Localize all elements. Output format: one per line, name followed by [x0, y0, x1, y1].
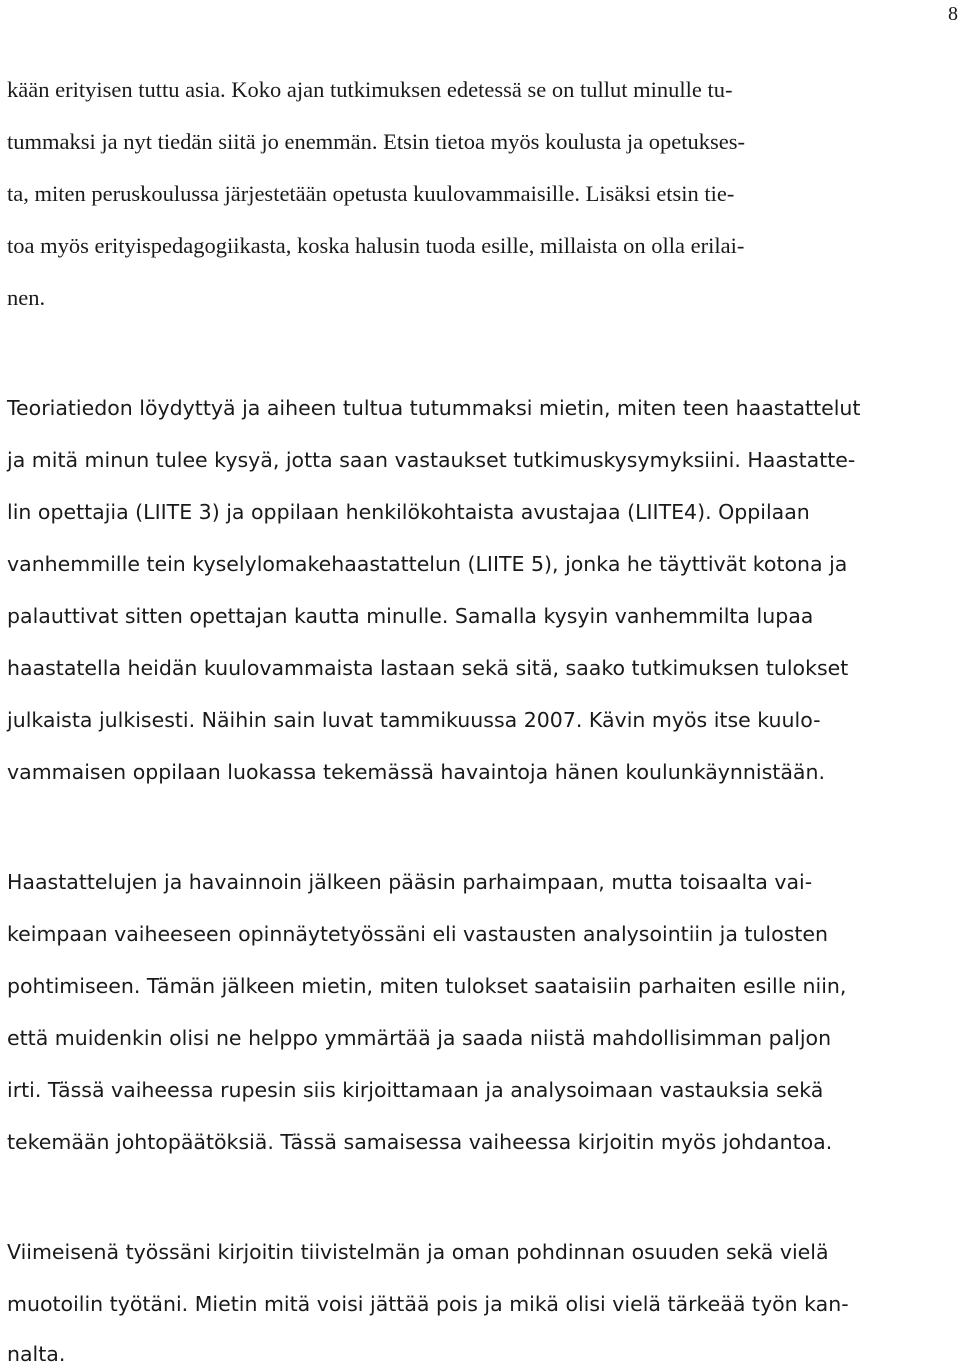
text-line: haastatella heidän kuulovammaista lastaan sekä sitä, saako tutkimuksen tulokset — [7, 656, 849, 680]
text-line: nen. — [7, 285, 46, 310]
text-line: Haastattelujen ja havainnoin jälkeen pääsin parhaimpaan, mutta toisaalta vai- — [7, 870, 813, 894]
text-line: irti. Tässä vaiheessa rupesin siis kirjoittamaan ja analysoimaan vastauksia sekä — [7, 1078, 824, 1102]
text-line: lin opettajia (LIITE 3) ja oppilaan henkilökohtaista avustajaa (LIITE4). Oppilaan — [7, 500, 810, 524]
text-line: Viimeisenä työssäni kirjoitin tiivistelmän ja oman pohdinnan osuuden sekä vielä — [7, 1240, 829, 1264]
text-line: palauttivat sitten opettajan kautta minulle. Samalla kysyin vanhemmilta lupaa — [7, 604, 814, 628]
text-line: ta, miten peruskoulussa järjestetään opetusta kuulovammaisille. Lisäksi etsin tie- — [7, 181, 735, 206]
text-line: julkaista julkisesti. Näihin sain luvat tammikuussa 2007. Kävin myös itse kuulo- — [7, 708, 821, 732]
text-line: että muidenkin olisi ne helppo ymmärtää ja saada niistä mahdollisimman paljon — [7, 1026, 832, 1050]
text-line: vammaisen oppilaan luokassa tekemässä havaintoja hänen koulunkäynnistään. — [7, 760, 825, 784]
text-line: pohtimiseen. Tämän jälkeen mietin, miten tulokset saataisiin parhaiten esille niin, — [7, 974, 847, 998]
text-line: keimpaan vaiheeseen opinnäytetyössäni eli vastausten analysointiin ja tulosten — [7, 922, 828, 946]
text-line: tummaksi ja nyt tiedän siitä jo enemmän. Etsin tietoa myös koulusta ja opetukses- — [7, 129, 745, 154]
text-line: ja mitä minun tulee kysyä, jotta saan vastaukset tutkimuskysymyksiini. Haastatte- — [7, 448, 856, 472]
page-number: 8 — [948, 3, 958, 25]
text-line: vanhemmille tein kyselylomakehaastattelun (LIITE 5), jonka he täyttivät kotona ja — [7, 552, 848, 576]
text-line: kään erityisen tuttu asia. Koko ajan tutkimuksen edetessä se on tullut minulle tu- — [7, 77, 733, 102]
text-line: toa myös erityispedagogiikasta, koska halusin tuoda esille, millaista on olla erilai- — [7, 233, 745, 258]
text-line: Teoriatiedon löydyttyä ja aiheen tultua tutummaksi mietin, miten teen haastattelut — [7, 396, 861, 420]
text-line: tekemään johtopäätöksiä. Tässä samaisessa vaiheessa kirjoitin myös johdantoa. — [7, 1130, 833, 1154]
text-line: nalta. — [7, 1342, 66, 1366]
text-line: muotoilin työtäni. Mietin mitä voisi jättää pois ja mikä olisi vielä tärkeää työn kan- — [7, 1292, 849, 1316]
